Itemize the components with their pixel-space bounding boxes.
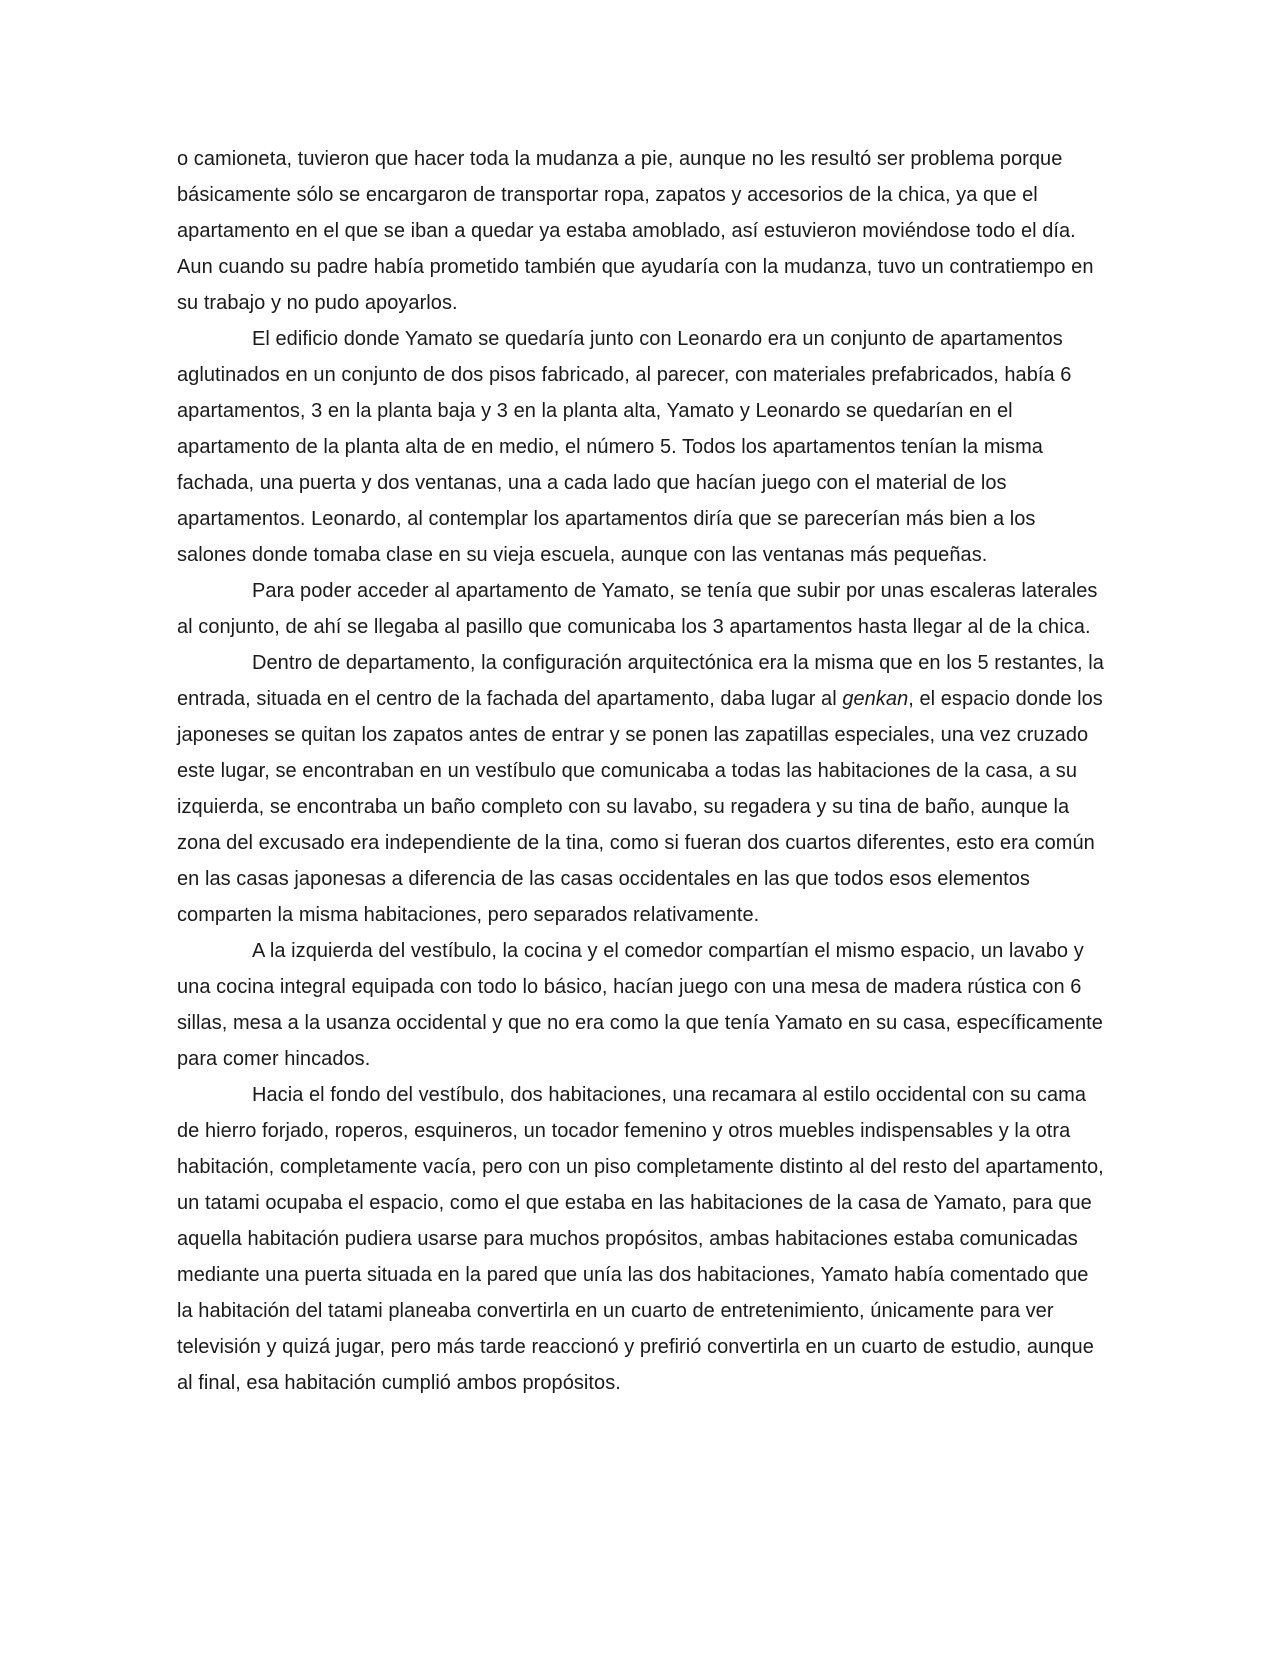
body-text <box>177 141 1107 1401</box>
paragraph-1: o camioneta, tuvieron que hacer toda la mudanza a pie, aunque no les resultó ser problema porque básicamente sólo se encargaron de transportar ropa, zapatos y accesorios de la chica, ya que el apartamento en el que se iban a quedar ya estaba amoblado, así estuvieron moviéndose todo el día. Aun cuando su padre había prometido también que ayudaría con la mudanza, tuvo un contratiempo en su trabajo y no pudo apoyarlos. <box>177 148 1094 314</box>
paragraph-2: El edificio donde Yamato se quedaría junto con Leonardo era un conjunto de apartamentos aglutinados en un conjunto de dos pisos fabricado, al parecer, con materiales prefabricados, había 6 apartamentos, 3 en la planta baja y 3 en la planta alta, Yamato y Leonardo se quedarían en el apartamento de la planta alta de en medio, el número 5. Todos los apartamentos tenían la misma fachada, una puerta y dos ventanas, una a cada lado que hacían juego con el material de los apartamentos. Leonardo, al contemplar los apartamentos diría que se parecerían más bien a los salones donde tomaba clase en su vieja escuela, aunque con las ventanas más pequeñas. <box>177 328 1072 566</box>
paragraph-4-text-before: Dentro de departamento, la configuración arquitectónica era la misma que en los 5 restantes, la entrada, situada en el centro de la fachada del apartamento, daba lugar al <box>177 652 1104 710</box>
paragraph-3: Para poder acceder al apartamento de Yamato, se tenía que subir por unas escaleras laterales al conjunto, de ahí se llegaba al pasillo que comunicaba los 3 apartamentos hasta llegar al de la chica. <box>177 580 1098 638</box>
genkan-term: genkan <box>842 688 909 710</box>
paragraph-4 <box>177 645 1107 933</box>
paragraph-5: A la izquierda del vestíbulo, la cocina y el comedor compartían el mismo espacio, un lavabo y una cocina integral equipada con todo lo básico, hacían juego con una mesa de madera rústica con 6 sillas, mesa a la usanza occidental y que no era como la que tenía Yamato en su casa, específicamente para comer hincados. <box>177 940 1103 1070</box>
paragraph-4-text-after: , el espacio donde los japoneses se quitan los zapatos antes de entrar y se ponen las zapatillas especiales, una vez cruzado este lugar, se encontraban en un vestíbulo que comunicaba a todas las habitaciones de la casa, a su izquierda, se encontraba un baño completo con su lavabo, su regadera y su tina de baño, aunque la zona del excusado era independiente de la tina, como si fueran dos cuartos diferentes, esto era común en las casas japonesas a diferencia de las casas occidentales en las que todos esos elementos comparten la misma habitaciones, pero separados relativamente. <box>177 688 1103 926</box>
paragraph-6: Hacia el fondo del vestíbulo, dos habitaciones, una recamara al estilo occidental con su cama de hierro forjado, roperos, esquineros, un tocador femenino y otros muebles indispensables y la otra habitación, completamente vacía, pero con un piso completamente distinto al del resto del apartamento, un tatami ocupaba el espacio, como el que estaba en las habitaciones de la casa de Yamato, para que aquella habitación pudiera usarse para muchos propósitos, ambas habitaciones estaba comunicadas mediante una puerta situada en la pared que unía las dos habitaciones, Yamato había comentado que la habitación del tatami planeaba convertirla en un cuarto de entretenimiento, únicamente para ver televisión y quizá jugar, pero más tarde reaccionó y prefirió convertirla en un cuarto de estudio, aunque al final, esa habitación cumplió ambos propósitos. <box>177 1084 1104 1394</box>
